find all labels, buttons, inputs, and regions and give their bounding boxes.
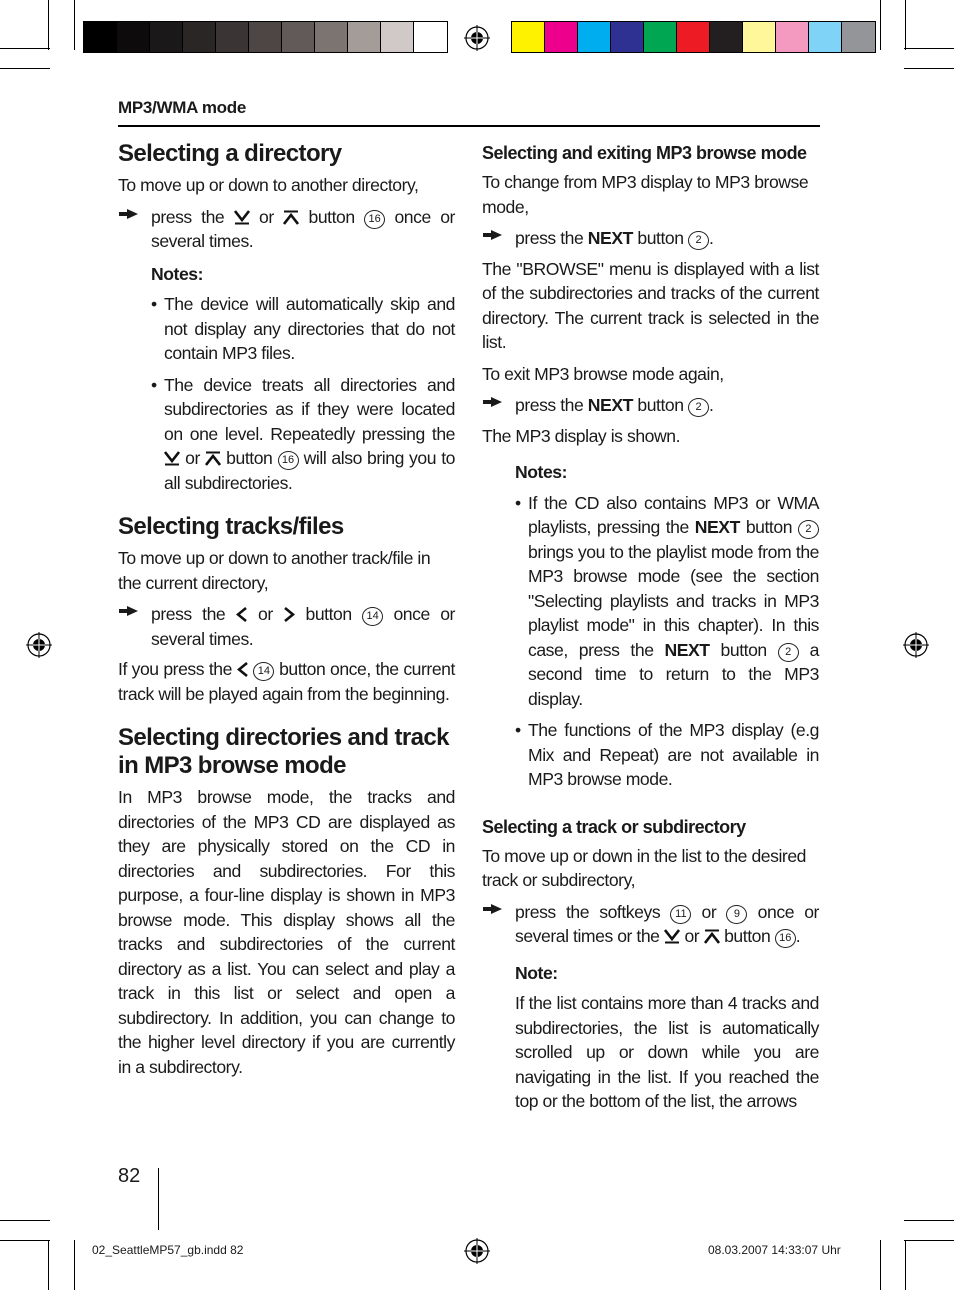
footer-timestamp: 08.03.2007 14:33:07 Uhr: [708, 1243, 841, 1257]
color-swatch: [842, 22, 875, 52]
chevron-right-icon: [283, 607, 295, 622]
crop-mark: [48, 0, 49, 50]
button-number-badge: 16: [278, 451, 299, 470]
chevron-left-icon: [236, 607, 248, 622]
notes-title: Notes:: [515, 462, 568, 482]
note-item: • The functions of the MP3 display (e.g Mix and Repeat) are not available in MP3 browse mode.: [515, 720, 819, 789]
crop-mark: [905, 1240, 906, 1290]
button-number-badge: 16: [775, 929, 796, 948]
chevron-left-icon: [237, 662, 249, 677]
button-number-badge: 2: [798, 520, 819, 539]
page-number-rule: [158, 1168, 159, 1230]
color-swatch: [644, 22, 677, 52]
pointing-hand-icon: [118, 207, 140, 221]
note-item: • The device treats all directories and subdirectories as if they were located on one level. Repeatedly pressing the or button 16 will also bring you to all subdirectories.: [151, 374, 455, 493]
color-swatch: [150, 22, 183, 52]
crop-mark: [48, 1240, 49, 1290]
color-swatch: [117, 22, 150, 52]
button-number-badge: 14: [253, 662, 274, 681]
button-number-badge: 14: [362, 607, 383, 626]
color-swatch: [512, 22, 545, 52]
chevron-up-bar-icon: [205, 451, 221, 466]
color-swatch: [743, 22, 776, 52]
crop-mark: [0, 48, 50, 49]
footer-file-name: 02_SeattleMP57_gb.indd 82: [92, 1243, 244, 1257]
color-swatch: [809, 22, 842, 52]
right-column: [482, 140, 819, 1121]
crop-mark: [904, 48, 954, 49]
crop-mark: [880, 1240, 881, 1290]
process-color-bar: [511, 21, 876, 53]
pointing-hand-icon: [482, 902, 504, 916]
button-number-badge: 2: [688, 231, 709, 250]
color-swatch: [84, 22, 117, 52]
color-swatch: [249, 22, 282, 52]
paragraph: To change from MP3 display to MP3 browse mode,: [482, 172, 809, 217]
crop-mark: [904, 1220, 954, 1221]
paragraph: If you press the 14 button once, the current track will be played again from the beginning.: [118, 659, 455, 704]
instruction-step: press the or button 14 once or several times.: [118, 602, 455, 651]
crop-mark: [74, 0, 75, 50]
color-swatch: [348, 22, 381, 52]
left-column: [118, 140, 455, 1086]
color-swatch: [578, 22, 611, 52]
note-body: If the list contains more than 4 tracks and subdirectories, the list is automatically scrolled up or down while you are navigating in the list. If you reached the top or the bottom of the list, the arrows: [515, 993, 819, 1111]
heading-selecting-tracks: Selecting tracks/files: [118, 513, 344, 540]
note-item: • If the CD also contains MP3 or WMA playlists, pressing the NEXT button 2 brings you to the playlist mode from the MP3 browse mode (see the section "Selecting playlists and tracks in MP3 playlist mode" in this chapter). In this case, press the NEXT button 2 a second time to return to the MP3 display.: [515, 492, 819, 709]
registration-mark-icon: [464, 25, 490, 51]
crop-mark: [0, 1220, 50, 1221]
color-swatch: [381, 22, 414, 52]
button-number-badge: 11: [670, 905, 691, 924]
crop-mark: [74, 1240, 75, 1290]
header-rule: [118, 125, 820, 127]
color-swatch: [315, 22, 348, 52]
color-swatch: [776, 22, 809, 52]
heading-browse-mode-enter-exit: Selecting and exiting MP3 browse mode: [482, 143, 807, 163]
color-swatch: [183, 22, 216, 52]
button-number-badge: 2: [778, 643, 799, 662]
registration-mark-icon: [26, 632, 52, 658]
heading-selecting-directory: Selecting a directory: [118, 140, 342, 167]
page-number: 82: [118, 1165, 141, 1187]
heading-browse-mode: Selecting directories and track in MP3 browse mode: [118, 724, 449, 779]
button-number-badge: 9: [726, 905, 747, 924]
instruction-step: press the or button 16 once or several times.: [118, 205, 455, 254]
paragraph: To exit MP3 browse mode again,: [482, 363, 724, 384]
instruction-step: press the NEXT button 2 .: [482, 226, 819, 251]
heading-select-track-subdirectory: Selecting a track or subdirectory: [482, 816, 746, 837]
registration-mark-icon: [903, 632, 929, 658]
color-swatch: [282, 22, 315, 52]
crop-mark: [905, 0, 906, 50]
paragraph: The "BROWSE" menu is displayed with a list of the subdirectories and tracks of the current directory. The current track is selected in the list.: [482, 258, 819, 352]
grayscale-color-bar: [83, 21, 448, 53]
pointing-hand-icon: [482, 395, 504, 409]
chevron-down-bar-icon: [664, 929, 680, 944]
instruction-step: press the NEXT button 2 .: [482, 393, 819, 418]
crop-mark: [904, 68, 954, 69]
crop-mark: [0, 68, 50, 69]
chevron-down-bar-icon: [234, 210, 250, 225]
registration-mark-icon: [464, 1238, 490, 1264]
section-header: MP3/WMA mode: [118, 98, 246, 117]
button-number-badge: 16: [364, 210, 385, 229]
crop-mark: [880, 0, 881, 50]
color-swatch: [216, 22, 249, 52]
paragraph: The MP3 display is shown.: [482, 425, 681, 446]
paragraph: To move up or down to another directory,: [118, 175, 419, 195]
color-swatch: [414, 22, 447, 52]
pointing-hand-icon: [482, 228, 504, 242]
chevron-up-bar-icon: [283, 210, 299, 225]
color-swatch: [545, 22, 578, 52]
note-title: Note:: [515, 962, 558, 983]
paragraph: To move up or down to another track/file in the current directory,: [118, 548, 431, 593]
crop-mark: [0, 1240, 50, 1241]
instruction-step: press the softkeys 11 or 9 once or several times or the or button 16 .: [482, 900, 819, 949]
pointing-hand-icon: [118, 604, 140, 618]
chevron-down-bar-icon: [164, 451, 180, 466]
notes-title: Notes:: [151, 263, 204, 284]
chevron-up-bar-icon: [704, 929, 720, 944]
crop-mark: [904, 1240, 954, 1241]
note-item: • The device will automatically skip and not display any directories that do not contain MP3 files.: [151, 294, 455, 363]
color-swatch: [677, 22, 710, 52]
color-swatch: [611, 22, 644, 52]
button-number-badge: 2: [688, 398, 709, 417]
paragraph: To move up or down in the list to the desired track or subdirectory,: [482, 845, 806, 890]
color-swatch: [710, 22, 743, 52]
paragraph: In MP3 browse mode, the tracks and directories of the MP3 CD are displayed as they are physically stored on the CD in directories and subdirectories. For this purpose, a four-line display is shown in MP3 browse mode. This display shows all the tracks and subdirectories of the current directory as a list. You can select and play a track in this list or select and open a subdirectory. In addition, you can change to the higher level directory if you are currently in a subdirectory.: [118, 787, 455, 1077]
